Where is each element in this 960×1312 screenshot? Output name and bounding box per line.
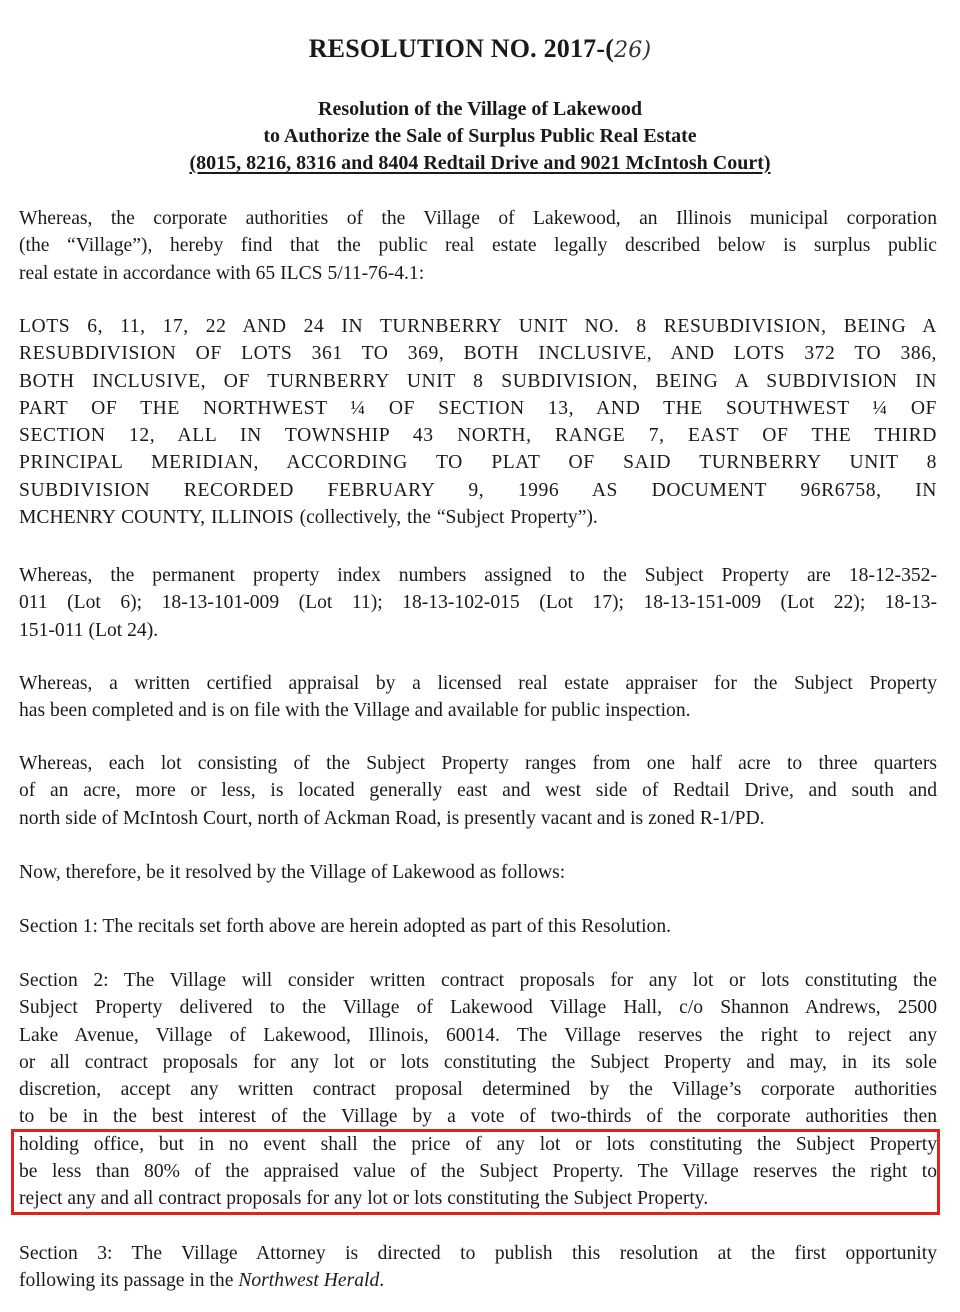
legal-line: SECTION 12, ALL IN TOWNSHIP 43 NORTH, RANGE 7, EAST OF THE THIRD	[19, 425, 937, 447]
legal-line: RESUBDIVISION OF LOTS 361 TO 369, BOTH INCLUSIVE, AND LOTS 372 TO 386,	[19, 343, 937, 365]
newspaper-name: Northwest Herald	[238, 1270, 380, 1292]
paragraph-line: has been completed and is on file with the Village and available for public inspection.	[19, 700, 691, 722]
paragraph-line: Section 2: The Village will consider written contract proposals for any lot or lots constituting the	[19, 970, 937, 991]
paragraph-line: Whereas, the permanent property index numbers assigned to the Subject Property are 18-12-352-	[19, 565, 937, 586]
paragraph-line: 011 (Lot 6); 18-13-101-009 (Lot 11); 18-13-102-015 (Lot 17); 18-13-151-009 (Lot 22); 18-13-	[19, 592, 937, 614]
resolution-title	[0, 34, 960, 64]
legal-line: BOTH INCLUSIVE, OF TURNBERRY UNIT 8 SUBDIVISION, BEING A SUBDIVISION IN	[19, 370, 937, 392]
paragraph-line: reject any and all contract proposals for any lot or lots constituting the Subject Property.	[19, 1188, 709, 1210]
section-3	[19, 1240, 937, 1295]
legal-line: MCHENRY COUNTY, ILLINOIS (collectively, the “Subject Property”).	[19, 507, 598, 529]
paragraph-line: (the “Village”), hereby find that the public real estate legally described below is surplus public	[19, 235, 937, 257]
paragraph-line: Section 1: The recitals set forth above are herein adopted as part of this Resolution.	[19, 916, 672, 937]
whereas-surplus-paragraph	[19, 205, 937, 287]
paragraph-line: Whereas, each lot consisting of the Subject Property ranges from one half acre to three quarters	[19, 753, 937, 774]
subtitle-addresses: (8015, 8216, 8316 and 8404 Redtail Drive and 9021 McIntosh Court)	[189, 152, 771, 174]
title-text: RESOLUTION NO. 2017-(	[308, 34, 615, 63]
paragraph-line	[19, 1267, 937, 1294]
paragraph-line: Lake Avenue, Village of Lakewood, Illinois, 60014. The Village reserves the right to reject any	[19, 1024, 937, 1046]
paragraph-line: Section 3: The Village Attorney is directed to publish this resolution at the first opportunity	[19, 1243, 937, 1264]
subtitle-line-1: Resolution of the Village of Lakewood	[318, 98, 642, 120]
publish-text: following its passage in the	[19, 1270, 239, 1292]
handwritten-number: 26)	[614, 38, 652, 63]
paragraph-line: 151-011 (Lot 24).	[19, 619, 159, 641]
whereas-pin-paragraph	[19, 562, 937, 644]
whereas-lots-paragraph	[19, 750, 937, 832]
legal-line: PRINCIPAL MERIDIAN, ACCORDING TO PLAT OF SAID TURNBERRY UNIT 8	[19, 452, 937, 474]
legal-line: LOTS 6, 11, 17, 22 AND 24 IN TURNBERRY UNIT NO. 8 RESUBDIVISION, BEING A	[19, 316, 937, 337]
publish-suffix: .	[379, 1270, 385, 1292]
paragraph-line: be less than 80% of the appraised value of the Subject Property. The Village reserves the right to	[19, 1161, 937, 1183]
paragraph-line: of an acre, more or less, is located generally east and west side of Redtail Drive, and south and	[19, 780, 937, 802]
resolved-paragraph	[19, 859, 937, 886]
section-1	[19, 913, 937, 940]
whereas-appraisal-paragraph	[19, 670, 937, 725]
subtitle-line-2: to Authorize the Sale of Surplus Public Real Estate	[263, 125, 697, 147]
paragraph-line: Whereas, the corporate authorities of the Village of Lakewood, an Illinois municipal corporation	[19, 208, 937, 229]
paragraph-line: Now, therefore, be it resolved by the Village of Lakewood as follows:	[19, 862, 566, 883]
legal-description	[19, 313, 937, 531]
paragraph-line: holding office, but in no event shall the price of any lot or lots constituting the Subject Property	[19, 1133, 937, 1155]
paragraph-line: real estate in accordance with 65 ILCS 5/11-76-4.1:	[19, 262, 425, 284]
legal-line: PART OF THE NORTHWEST ¼ OF SECTION 13, AND THE SOUTHWEST ¼ OF	[19, 397, 937, 419]
subtitle-line-3	[0, 150, 960, 177]
paragraph-line: discretion, accept any written contract proposal determined by the Village’s corporate authorities	[19, 1079, 937, 1101]
highlight-box	[11, 1129, 940, 1215]
legal-line: SUBDIVISION RECORDED FEBRUARY 9, 1996 AS DOCUMENT 96R6758, IN	[19, 479, 937, 501]
paragraph-line: north side of McIntosh Court, north of Ackman Road, is presently vacant and is zoned R-1/PD.	[19, 807, 765, 829]
paragraph-line: to be in the best interest of the Village by a vote of two-thirds of the corporate authorities then	[19, 1106, 937, 1128]
paragraph-line: Whereas, a written certified appraisal by a licensed real estate appraiser for the Subject Property	[19, 673, 937, 694]
paragraph-line: or all contract proposals for any lot or lots constituting the Subject Property and may, in its sole	[19, 1051, 937, 1073]
paragraph-line: Subject Property delivered to the Village of Lakewood Village Hall, c/o Shannon Andrews, 2500	[19, 997, 937, 1019]
